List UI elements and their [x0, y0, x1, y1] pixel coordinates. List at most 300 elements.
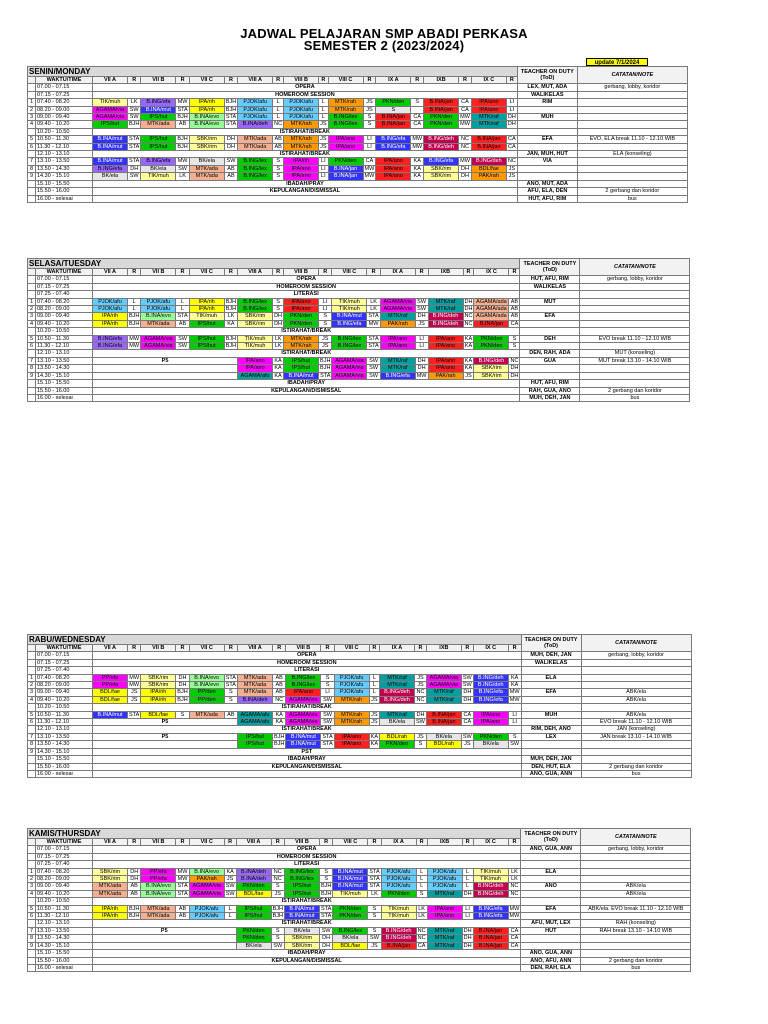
room-cell: JS [320, 143, 327, 150]
room-cell: MW [364, 165, 375, 172]
table-row [28, 763, 692, 770]
subject-cell: B.INA/mut [333, 883, 368, 890]
room-cell: MW [364, 173, 375, 180]
day-name: RABU/WEDNESDAY [28, 635, 522, 645]
note-cell [580, 380, 690, 387]
subject-cell: BDL/rah [380, 733, 415, 740]
room-cell: L [319, 114, 328, 121]
tod-cell: ANO, GUA, ANN [521, 846, 581, 853]
table-row [28, 114, 688, 121]
room-cell: JS [461, 741, 473, 748]
room-cell: MW [509, 905, 520, 912]
room-cell: DH [128, 868, 141, 875]
subject-cell: PJOK/afu [141, 306, 176, 313]
room-cell: S [411, 99, 424, 106]
time-cell: 11.30 - 12.10 [36, 343, 93, 350]
room-cell: SW [176, 343, 189, 350]
span-cell: LITERASI [93, 667, 522, 674]
subject-cell: PJOK/afu [284, 106, 319, 113]
room-cell: MW [412, 143, 423, 150]
subject-cell: IPA/ano [376, 165, 411, 172]
tod-cell [521, 682, 581, 689]
tod-cell: WALIKELAS [520, 283, 580, 290]
period-number: 5 [28, 335, 36, 342]
note-cell [581, 898, 691, 905]
note-cell: bus [581, 964, 691, 971]
table-row [28, 165, 688, 172]
subject-cell: IPA/ano [238, 365, 273, 372]
room-cell: DH [415, 357, 428, 364]
room-cell: NC [507, 158, 516, 165]
span-cell: IBADAH/PRAY [93, 180, 518, 187]
subject-cell: AGAMA/afu [237, 711, 272, 718]
room-cell: AB [510, 313, 519, 320]
tod-cell [521, 719, 581, 726]
table-row [28, 726, 692, 733]
subject-cell: MTK/ada [237, 682, 272, 689]
time-cell: 11.30 - 12.10 [36, 719, 93, 726]
day-name: SENIN/MONDAY [28, 67, 518, 77]
table-row [28, 173, 688, 180]
subject-cell: IPA/rih [93, 905, 128, 912]
room-header: R [128, 77, 141, 84]
subject-cell: PKN/den [424, 121, 459, 128]
subject-cell: IPS/hut [284, 883, 319, 890]
room-cell: LK [367, 298, 380, 305]
time-cell: 10.50 - 11.30 [36, 905, 93, 912]
subject-cell: AGAMA/via [332, 372, 367, 379]
room-cell: JS [363, 106, 376, 113]
page-subtitle: SEMESTER 2 (2023/2024) [303, 38, 465, 53]
time-cell: 07.40 - 08.20 [36, 99, 93, 106]
subject-cell: B.ING/efa [93, 335, 128, 342]
subject-cell: MTK/ada [238, 143, 273, 150]
note-cell: ABK/ela [581, 711, 691, 718]
subject-cell: IPA/rih [189, 99, 224, 106]
time-cell: 07.00 - 07.15 [36, 84, 93, 91]
subject-cell: S [376, 106, 411, 113]
table-row [28, 682, 692, 689]
subject-cell: TIK/muh [332, 298, 367, 305]
subject-cell: TIK/muh [381, 905, 416, 912]
span-cell: ISTIRAHAT/BREAK [93, 151, 518, 158]
tod-cell [520, 320, 580, 327]
period-number: 6 [28, 913, 36, 920]
subject-cell: BK/ela [189, 158, 224, 165]
time-cell: 09.00 - 09.40 [36, 883, 93, 890]
note-cell: gerbang, lobby, koridor [581, 652, 691, 659]
subject-cell: MTK/ada [189, 711, 224, 718]
time-cell: 13.50 - 14.30 [36, 741, 93, 748]
table-row [28, 151, 688, 158]
subject-cell: PKN/den [333, 913, 368, 920]
note-cell [581, 674, 691, 681]
period-number [28, 920, 36, 927]
subject-cell: B.ING/deh [471, 158, 506, 165]
period-number [28, 704, 36, 711]
subject-cell: AGAMA/via [286, 711, 321, 718]
class-header: VIII B [286, 645, 321, 652]
room-cell: L [462, 868, 473, 875]
table-row [28, 180, 688, 187]
room-cell: NC [274, 121, 283, 128]
room-cell: STA [225, 114, 237, 121]
subject-cell: MTK/rah [334, 711, 369, 718]
room-cell: KA [274, 357, 282, 364]
room-cell: NC [459, 143, 472, 150]
room-cell: LI [319, 306, 332, 313]
time-header: WAKTU/TIME [36, 839, 93, 846]
subject-cell: B.INA/jan [424, 99, 459, 106]
room-cell: STA [368, 343, 379, 350]
room-cell: LI [415, 335, 428, 342]
subject-cell: MTK/rah [284, 335, 319, 342]
room-cell: MW [509, 913, 520, 920]
period-number [28, 853, 36, 860]
room-header: R [319, 77, 328, 84]
class-header: VII B [141, 269, 176, 276]
subject-cell: PJOK/afu [238, 99, 273, 106]
tod-cell: RAH, GUA, ANO [520, 387, 580, 394]
room-cell: NC [510, 357, 519, 364]
tod-cell [521, 696, 581, 703]
room-cell: BJH [225, 306, 237, 313]
subject-cell: B.ING/efa [376, 136, 411, 143]
span-cell: OPERA [93, 84, 518, 91]
subject-cell: B.ING/lex [328, 121, 363, 128]
period-number: 7 [28, 357, 36, 364]
subject-cell: IPA/rih [141, 689, 176, 696]
subject-cell: IPS/hut [236, 913, 271, 920]
tod-cell: ELA [521, 674, 581, 681]
subject-cell: IPS/hut [237, 741, 272, 748]
note-cell: ABK/ela [581, 689, 691, 696]
room-cell: AB [176, 121, 189, 128]
span-cell: KEPULANGAN/DISMISSAL [93, 188, 518, 195]
time-cell: 07.15 - 07.25 [36, 853, 93, 860]
room-cell: BJH [129, 320, 140, 327]
subject-cell: IPA/ano [427, 913, 462, 920]
span-cell [93, 964, 521, 971]
table-row [28, 380, 690, 387]
table-row [28, 195, 688, 202]
room-cell: SW [367, 372, 380, 379]
period-number [28, 964, 36, 971]
room-cell: JS [415, 320, 428, 327]
room-cell: S [176, 711, 189, 718]
room-cell: NC [416, 696, 425, 703]
subject-cell: B.ING/deh [473, 883, 508, 890]
room-cell: KA [464, 343, 473, 350]
time-cell: 07.25 - 07.40 [36, 861, 93, 868]
span-cell: ISTIRAHAT/BREAK [93, 328, 520, 335]
subject-cell: IPA/ano [428, 343, 463, 350]
room-cell: SW [319, 927, 332, 934]
room-cell: JS [363, 99, 376, 106]
note-cell: ABK/ela. EVO break 11.10 - 12.10 WIB [581, 905, 691, 912]
time-cell: 07.25 - 07.40 [36, 291, 93, 298]
time-cell: 07.25 - 07.40 [36, 667, 93, 674]
time-cell: 07.15 - 07.25 [36, 283, 93, 290]
room-cell: DH [224, 143, 237, 150]
room-cell: CA [411, 114, 424, 121]
room-cell: KA [370, 741, 379, 748]
room-header: R [273, 269, 284, 276]
room-header: R [319, 269, 332, 276]
subject-cell: IPA/ano [380, 335, 415, 342]
note-cell [577, 143, 687, 150]
room-cell: MW [460, 114, 470, 121]
room-cell: DH [128, 876, 141, 883]
subject-cell: MTK/rah [328, 99, 363, 106]
subject-cell: B.INA/mut [141, 106, 176, 113]
time-cell: 13.50 - 14.30 [36, 935, 93, 942]
room-cell: MW [177, 99, 188, 106]
room-cell: LK [273, 343, 284, 350]
subject-cell: B.INA/jan [328, 173, 363, 180]
time-cell: 12.10 - 13.10 [36, 920, 93, 927]
time-cell: 09.40 - 10.20 [36, 890, 93, 897]
subject-cell: PJOK/afu [334, 689, 369, 696]
time-cell: 16.00 - selesai [36, 394, 93, 401]
span-cell: ISTIRAHAT/BREAK [93, 898, 521, 905]
subject-cell: IPS/hut [284, 890, 319, 897]
room-header: R [459, 77, 472, 84]
span-cell: OPERA [93, 652, 522, 659]
time-cell: 10.50 - 11.30 [36, 335, 93, 342]
room-header: R [128, 645, 141, 652]
room-cell: DH [319, 935, 332, 942]
subject-cell: PJOK/afu [189, 905, 224, 912]
note-cell [580, 291, 690, 298]
class-header: VIII C [334, 645, 369, 652]
span-cell: ISTIRAHAT/BREAK [93, 128, 518, 135]
room-cell: SW [176, 165, 189, 172]
room-cell: NC [271, 868, 284, 875]
subject-cell: B.ING/efa [141, 99, 176, 106]
period-number: 3 [28, 313, 36, 320]
tod-cell: LEX [521, 733, 581, 740]
table-row [28, 291, 690, 298]
period-number [28, 667, 36, 674]
period-number [28, 846, 36, 853]
subject-cell: PJOK/afu [189, 913, 224, 920]
note-cell [580, 306, 690, 313]
room-cell: DH [510, 372, 519, 379]
room-header: R [176, 839, 189, 846]
p5-cell [93, 365, 238, 372]
subject-cell: B.INA/mut [284, 905, 319, 912]
room-cell: DH [507, 114, 516, 121]
room-cell: CA [461, 719, 473, 726]
subject-cell: MTK/raf [428, 298, 463, 305]
tod-cell [521, 853, 581, 860]
subject-cell: PJOK/afu [141, 298, 176, 305]
room-cell: MW [460, 121, 470, 128]
room-cell: LK [508, 868, 521, 875]
room-cell: L [176, 306, 189, 313]
tod-cell: AFU, MUT, LEX [521, 920, 581, 927]
subject-cell: B.ING/deh [474, 357, 509, 364]
room-cell: JS [319, 343, 332, 350]
span-cell: KEPULANGAN/DISMISSAL [93, 957, 521, 964]
room-cell: MW [412, 136, 423, 143]
time-cell: 08.20 - 09.00 [36, 306, 93, 313]
note-cell: EVO break 11.10 - 12.10 WIB [580, 335, 690, 342]
subject-cell: B.INA/deh [238, 121, 273, 128]
span-cell: KEPULANGAN/DISMISSAL [93, 387, 520, 394]
room-cell: CA [459, 106, 472, 113]
p5-cell: P5 [93, 357, 238, 364]
time-cell: 15.10 - 15.50 [36, 756, 93, 763]
room-cell: SW [462, 733, 472, 740]
room-cell: SW [367, 357, 380, 364]
period-number: 7 [28, 733, 36, 740]
subject-cell: B.INA/mut [93, 711, 128, 718]
room-cell: AB [224, 711, 237, 718]
room-header: R [508, 839, 521, 846]
room-cell: JS [271, 890, 284, 897]
subject-cell: PKN/den [333, 905, 368, 912]
room-cell: S [416, 890, 427, 897]
period-number [28, 652, 36, 659]
period-number [28, 291, 36, 298]
tod-cell [521, 913, 581, 920]
subject-cell: MTK/ada [141, 320, 176, 327]
subject-cell: BK/ela [284, 927, 319, 934]
period-number: 4 [28, 121, 36, 128]
time-header: WAKTU/TIME [36, 77, 93, 84]
room-cell: S [273, 165, 284, 172]
subject-cell: SBK/rim [284, 942, 319, 949]
subject-cell: B.INA/mut [286, 733, 321, 740]
room-cell: S [319, 320, 332, 327]
room-cell: S [321, 674, 334, 681]
room-cell: BJH [272, 905, 283, 912]
room-cell: AB [176, 320, 189, 327]
subject-cell: IPA/rih [141, 696, 176, 703]
subject-cell: IPA/ano [284, 173, 319, 180]
table-row [28, 950, 691, 957]
subject-cell: IPS/hut [237, 733, 272, 740]
room-cell: L [369, 689, 379, 696]
subject-cell: B.ING/lex [284, 876, 319, 883]
schedule-table [27, 634, 692, 778]
table-row [28, 306, 690, 313]
table-row [28, 372, 690, 379]
table-row [28, 188, 688, 195]
subject-cell: MTK/raf [380, 682, 415, 689]
table-row [28, 704, 692, 711]
note-cell: 2 gerbang dan koridor [577, 188, 687, 195]
room-cell: MW [177, 876, 188, 883]
subject-cell: PAK/rah [380, 320, 415, 327]
room-cell: NC [416, 689, 425, 696]
room-cell: LK [273, 335, 284, 342]
subject-cell: B.ING/deh [381, 927, 416, 934]
subject-cell: IPS/hut [141, 114, 176, 121]
room-cell: S [415, 741, 427, 748]
subject-cell: PP/den [189, 696, 224, 703]
time-cell: 14.30 - 15.10 [36, 748, 93, 755]
time-cell: 15.10 - 15.50 [36, 950, 93, 957]
room-cell: CA [510, 320, 519, 327]
page-title: JADWAL PELAJARAN SMP ABADI PERKASA [240, 26, 528, 41]
tod-cell: MUH [517, 114, 577, 121]
table-row [28, 106, 688, 113]
table-row [28, 733, 692, 740]
subject-cell: B.INA/deh [237, 696, 272, 703]
p5-cell: P5 [93, 927, 237, 934]
room-header: R [509, 269, 520, 276]
schedule-table [27, 258, 690, 402]
period-number: 3 [28, 883, 36, 890]
subject-cell: PKN/den [380, 741, 415, 748]
tod-cell [517, 173, 577, 180]
subject-cell: MTK/raf [380, 313, 415, 320]
room-cell: CA [508, 136, 516, 143]
room-cell: BJH [225, 335, 237, 342]
room-cell: BJH [129, 313, 140, 320]
table-row [28, 711, 692, 718]
room-cell: S [368, 905, 381, 912]
period-number: 9 [28, 748, 36, 755]
tod-cell [521, 942, 581, 949]
tod-cell: DEN, RAH, ELA [521, 964, 581, 971]
subject-cell: BK/ela [333, 935, 368, 942]
subject-cell: IPA/rih [284, 158, 319, 165]
time-cell: 12.10 - 13.10 [36, 350, 93, 357]
subject-cell: IPA/ano [328, 136, 363, 143]
room-cell: KA [224, 320, 237, 327]
note-cell: JAN (konseling) [581, 726, 691, 733]
room-cell: L [416, 868, 427, 875]
class-header: IX A [380, 269, 415, 276]
class-header: VII A [93, 645, 128, 652]
period-number: 6 [28, 343, 36, 350]
time-cell: 07.40 - 08.20 [36, 868, 93, 875]
room-cell: BJH [129, 905, 140, 912]
note-cell [581, 876, 691, 883]
room-cell: STA [225, 674, 236, 681]
room-cell: AB [272, 674, 285, 681]
room-cell: CA [363, 158, 376, 165]
room-cell: JS [319, 335, 332, 342]
room-cell: STA [177, 890, 188, 897]
note-cell [577, 121, 687, 128]
subject-cell: MTK/ada [141, 913, 176, 920]
note-cell [577, 99, 687, 106]
note-cell: MUT (konseling) [580, 350, 690, 357]
room-cell: S [273, 158, 284, 165]
time-cell: 16.00 - selesai [36, 964, 93, 971]
table-row [28, 689, 692, 696]
room-cell: AB [274, 143, 282, 150]
subject-cell: B.INA/jan [473, 935, 508, 942]
subject-cell: MTK/ada [141, 905, 176, 912]
subject-cell: MTK/raf [380, 711, 415, 718]
subject-cell: AGAMA/via [93, 106, 128, 113]
subject-cell: TIK/muh [473, 876, 508, 883]
period-number [28, 283, 36, 290]
tod-cell [520, 365, 580, 372]
subject-cell: B.INA/mut [332, 313, 367, 320]
subject-cell: PJOK/afu [427, 883, 462, 890]
room-header: R [506, 77, 517, 84]
room-header: R [176, 269, 189, 276]
room-cell: AB [274, 136, 282, 143]
subject-cell: TIK/muh [332, 306, 367, 313]
